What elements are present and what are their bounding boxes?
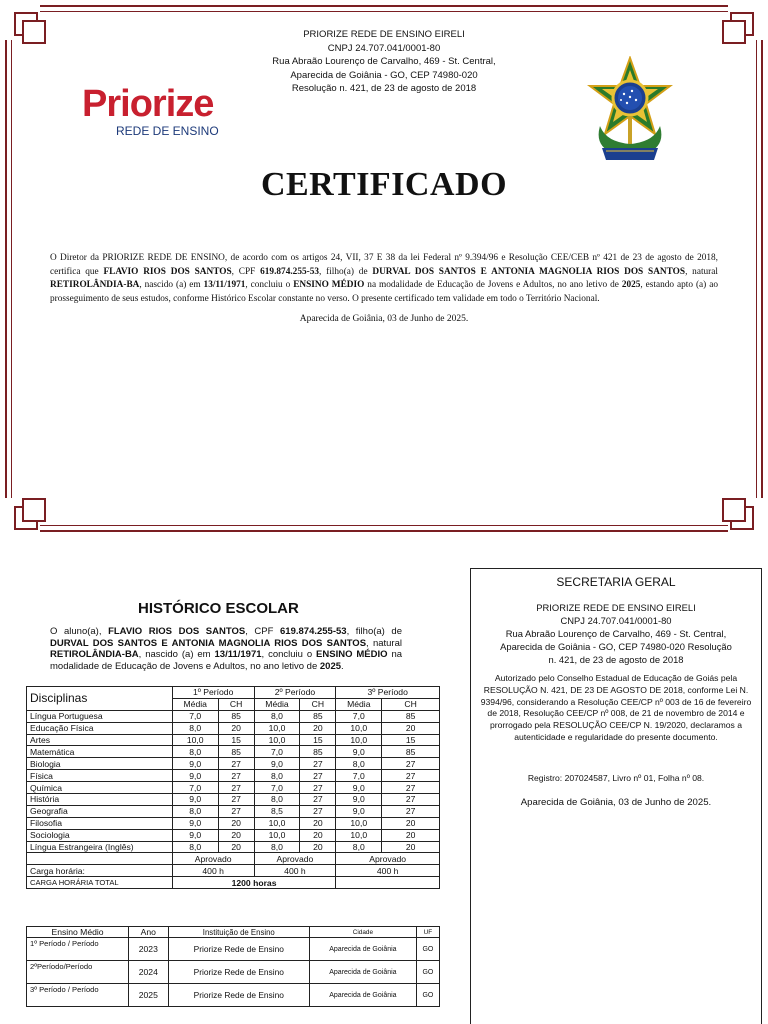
period-row (27, 961, 440, 984)
grade-period-3: 10,0 (336, 817, 382, 829)
grade-period-3: 9,0 (336, 805, 382, 817)
period-state: GO (416, 961, 439, 984)
grade-period-2: 10,0 (254, 734, 300, 746)
header-line: Resolução n. 421, de 23 de agosto de 2018 (291, 83, 477, 94)
grade-period-2: 10,0 (254, 829, 300, 841)
empty-cell (336, 877, 440, 889)
period-row (27, 938, 440, 961)
hours-period-1: 85 (218, 746, 254, 758)
hours-period-3: 20 (382, 829, 440, 841)
hours-period-1: 27 (218, 782, 254, 794)
subject-name: Língua Portuguesa (27, 710, 173, 722)
subject-name: Educação Física (27, 722, 173, 734)
subject-row (27, 758, 440, 770)
periods-body (27, 938, 440, 1007)
workload-label: Carga horária: (27, 865, 173, 877)
intro-text: na modalidade de Educação de Jovens e Adultos, no ano letivo de (50, 649, 403, 672)
subject-name: Filosofia (27, 817, 173, 829)
grade-period-3: 10,0 (336, 734, 382, 746)
body-text: , estando apto (a) ao prosseguimento de seus estudos, conforme Histórico Escolar constante no verso. O presente certificado tem validade em todo o Território Nacional. (50, 280, 719, 304)
intro-text: O aluno(a), (50, 626, 109, 637)
subject-row (27, 794, 440, 806)
subject-name: Língua Estrangeira (Inglês) (27, 841, 173, 853)
body-text: , concluiu o (245, 280, 294, 290)
header-line: Rua Abraão Lourenço de Carvalho, 469 - St. Central, (272, 56, 496, 67)
period-institution: Priorize Rede de Ensino (168, 961, 310, 984)
body-text: , nascido (a) em (139, 280, 204, 290)
grade-period-1: 9,0 (172, 829, 218, 841)
col-header-ch: CH (218, 698, 254, 710)
col-header-ch: CH (300, 698, 336, 710)
subject-name: Sociologia (27, 829, 173, 841)
secretaria-date: Aparecida de Goiânia, 03 de Junho de 2025. (520, 797, 712, 808)
subject-name: Biologia (27, 758, 173, 770)
grade-period-1: 8,0 (172, 746, 218, 758)
col-header-period-1: 1º Período (172, 687, 254, 699)
hours-period-3: 85 (382, 746, 440, 758)
student-cpf: 619.874.255-53 (260, 266, 320, 277)
hours-period-2: 85 (300, 746, 336, 758)
subject-name: Artes (27, 734, 173, 746)
grade-period-1: 9,0 (172, 817, 218, 829)
priorize-logo (82, 84, 242, 154)
student-parents: DURVAL DOS SANTOS E ANTONIA MAGNOLIA RIOS DOS SANTOS (50, 637, 367, 649)
header-line: CNPJ 24.707.041/0001-80 (327, 42, 441, 54)
workload-period-2: 400 h (254, 865, 336, 877)
total-workload-label: CARGA HORÁRIA TOTAL (27, 877, 173, 889)
hours-period-2: 15 (300, 734, 336, 746)
secretaria-box (470, 568, 762, 1024)
status-period-2: Aprovado (254, 853, 336, 865)
intro-text: , nascido (a) em (138, 649, 215, 660)
grade-period-2: 10,0 (254, 817, 300, 829)
subject-row (27, 710, 440, 722)
grade-period-3: 10,0 (336, 829, 382, 841)
subject-row (27, 829, 440, 841)
period-label: 1º Período / Período (27, 938, 129, 961)
period-year: 2024 (129, 961, 168, 984)
hours-period-2: 20 (300, 722, 336, 734)
education-level: ENSINO MÉDIO (316, 649, 388, 660)
subject-row (27, 734, 440, 746)
hours-period-3: 27 (382, 770, 440, 782)
intro-text: , natural (366, 637, 402, 649)
certificate-date: Aparecida de Goiânia, 03 de Junho de 2025. (299, 314, 469, 324)
status-label (27, 853, 173, 865)
subject-row (27, 770, 440, 782)
period-label: 3º Período / Período (27, 984, 129, 1007)
hours-period-2: 85 (300, 710, 336, 722)
hours-period-1: 85 (218, 710, 254, 722)
student-birthplace: RETIROLÂNDIA-BA (50, 649, 139, 660)
hours-period-3: 20 (382, 722, 440, 734)
hours-period-3: 27 (382, 805, 440, 817)
grade-period-2: 8,5 (254, 805, 300, 817)
logo-word: Priorize (82, 83, 214, 125)
hours-period-1: 20 (218, 722, 254, 734)
body-text: , natural (685, 266, 718, 277)
period-state: GO (416, 938, 439, 961)
period-state: GO (416, 984, 439, 1007)
col-header-media: Média (336, 698, 382, 710)
workload-period-3: 400 h (336, 865, 440, 877)
col-header-uf: UF (416, 927, 439, 938)
grade-period-1: 7,0 (172, 782, 218, 794)
col-header-ensino-medio: Ensino Médio (27, 927, 129, 938)
hours-period-1: 27 (218, 758, 254, 770)
hours-period-2: 27 (300, 794, 336, 806)
hours-period-1: 20 (218, 817, 254, 829)
subject-name: Química (27, 782, 173, 794)
grade-period-1: 10,0 (172, 734, 218, 746)
subject-row (27, 722, 440, 734)
hours-period-3: 27 (382, 794, 440, 806)
hours-period-3: 20 (382, 841, 440, 853)
hours-period-3: 20 (382, 817, 440, 829)
corner-ornament-bottom-left (14, 494, 50, 530)
subject-row (27, 817, 440, 829)
col-header-ano: Ano (129, 927, 168, 938)
hours-period-3: 15 (382, 734, 440, 746)
col-header-cidade: Cidade (310, 927, 417, 938)
period-institution: Priorize Rede de Ensino (168, 984, 310, 1007)
authorization-text: Autorizado pelo Conselho Estadual de Educação de Goiás pela RESOLUÇÃO N. 421, DE 23 DE AGOSTO DE 2018, conforme Lei N. 9394/96, considerando a Resolução CEE/CP nº 003 de 16 de fevereiro de 2018, Resolução CEE/CP nº 008, de 21 de novembro de 2014 e prorrogado pela RESOLUÇÃO CEE/CP N. 19/2020, declaramos a autenticidade e regularidade do presente documento. (480, 673, 752, 742)
grades-body (27, 710, 440, 853)
hours-period-2: 27 (300, 758, 336, 770)
grade-period-2: 10,0 (254, 722, 300, 734)
header-line: n. 421, de 23 de agosto de 2018 (548, 654, 684, 665)
hours-period-2: 20 (300, 841, 336, 853)
grade-period-1: 8,0 (172, 722, 218, 734)
grade-period-3: 10,0 (336, 722, 382, 734)
school-year: 2025 (319, 660, 342, 672)
grade-period-3: 7,0 (336, 710, 382, 722)
hours-period-1: 27 (218, 794, 254, 806)
hours-period-3: 27 (382, 782, 440, 794)
header-line: Rua Abraão Lourenço de Carvalho, 469 - St. Central, (505, 628, 727, 639)
grade-period-2: 9,0 (254, 758, 300, 770)
status-row (27, 853, 440, 865)
col-header-ch: CH (382, 698, 440, 710)
school-year: 2025 (621, 280, 641, 290)
grade-period-2: 8,0 (254, 794, 300, 806)
hours-period-1: 15 (218, 734, 254, 746)
grade-period-3: 9,0 (336, 782, 382, 794)
hours-period-2: 27 (300, 770, 336, 782)
period-city: Aparecida de Goiânia (310, 938, 417, 961)
grade-period-1: 8,0 (172, 805, 218, 817)
period-year: 2025 (129, 984, 168, 1007)
registration-info: Registro: 207024587, Livro nº 01, Folha nº 08. (527, 773, 705, 783)
historico-title: HISTÓRICO ESCOLAR (138, 600, 299, 617)
period-city: Aparecida de Goiânia (310, 984, 417, 1007)
grades-table (26, 686, 440, 889)
grade-period-3: 7,0 (336, 770, 382, 782)
hours-period-2: 27 (300, 782, 336, 794)
grade-period-3: 8,0 (336, 758, 382, 770)
subject-row (27, 805, 440, 817)
grade-period-1: 8,0 (172, 841, 218, 853)
hours-period-2: 20 (300, 829, 336, 841)
period-row (27, 984, 440, 1007)
header-line: Aparecida de Goiânia - GO, CEP 74980-020 (290, 69, 478, 81)
secretaria-title: SECRETARIA GERAL (556, 575, 676, 589)
brazil-coat-of-arms-icon (584, 56, 676, 168)
col-header-instituicao: Instituição de Ensino (168, 927, 310, 938)
student-parents: DURVAL DOS SANTOS E ANTONIA MAGNOLIA RIOS DOS SANTOS (372, 266, 686, 277)
student-name: FLAVIO RIOS DOS SANTOS (103, 266, 232, 277)
grade-period-3: 9,0 (336, 746, 382, 758)
student-cpf: 619.874.255-53 (280, 626, 347, 637)
grade-period-2: 7,0 (254, 746, 300, 758)
subject-name: Matemática (27, 746, 173, 758)
hours-period-2: 20 (300, 817, 336, 829)
student-name: FLAVIO RIOS DOS SANTOS (108, 626, 246, 637)
col-header-media: Média (172, 698, 218, 710)
col-header-period-3: 3º Período (336, 687, 440, 699)
subject-row (27, 746, 440, 758)
grade-period-3: 8,0 (336, 841, 382, 853)
period-city: Aparecida de Goiânia (310, 961, 417, 984)
grade-period-2: 7,0 (254, 782, 300, 794)
student-birthdate: 13/11/1971 (214, 649, 262, 660)
period-year: 2023 (129, 938, 168, 961)
header-line: PRIORIZE REDE DE ENSINO EIRELI (303, 29, 465, 40)
hours-period-1: 27 (218, 805, 254, 817)
intro-text: , filho(a) de (346, 626, 402, 637)
certificate-body (50, 252, 718, 306)
grade-period-1: 9,0 (172, 758, 218, 770)
header-line: CNPJ 24.707.041/0001-80 (560, 615, 672, 626)
col-header-disciplinas: Disciplinas (27, 687, 173, 711)
header-line: PRIORIZE REDE DE ENSINO EIRELI (536, 602, 696, 613)
periods-table (26, 926, 440, 1007)
education-level: ENSINO MÉDIO (293, 280, 365, 290)
col-header-period-2: 2º Período (254, 687, 336, 699)
subject-name: Física (27, 770, 173, 782)
status-period-3: Aprovado (336, 853, 440, 865)
subject-name: Geografia (27, 805, 173, 817)
intro-text: , concluiu o (261, 649, 317, 660)
subject-row (27, 782, 440, 794)
body-text: na modalidade de Educação de Jovens e Adultos, no ano letivo de (364, 280, 622, 290)
intro-text: , CPF (245, 626, 281, 637)
subject-name: História (27, 794, 173, 806)
body-text: , CPF (231, 266, 261, 277)
grade-period-2: 8,0 (254, 770, 300, 782)
student-birthdate: 13/11/1971 (203, 280, 246, 290)
grade-period-2: 8,0 (254, 710, 300, 722)
corner-ornament-bottom-right (718, 494, 754, 530)
hours-period-1: 20 (218, 841, 254, 853)
grade-period-2: 8,0 (254, 841, 300, 853)
student-birthplace: RETIROLÂNDIA-BA (50, 280, 140, 290)
hours-period-1: 20 (218, 829, 254, 841)
body-text: , filho(a) de (319, 266, 373, 277)
subject-row (27, 841, 440, 853)
status-period-1: Aprovado (172, 853, 254, 865)
grade-period-1: 7,0 (172, 710, 218, 722)
workload-period-1: 400 h (172, 865, 254, 877)
total-workload-row (27, 877, 440, 889)
logo-subtitle: REDE DE ENSINO (116, 124, 219, 138)
period-institution: Priorize Rede de Ensino (168, 938, 310, 961)
grade-period-1: 9,0 (172, 770, 218, 782)
intro-text: . (341, 660, 344, 672)
grade-period-3: 9,0 (336, 794, 382, 806)
period-label: 2ºPeríodo/Período (27, 961, 129, 984)
hours-period-3: 27 (382, 758, 440, 770)
workload-row (27, 865, 440, 877)
hours-period-1: 27 (218, 770, 254, 782)
body-text: O Diretor da PRIORIZE REDE DE ENSINO, de acordo com os artigos 24, VII, 37 E 38 da lei Federal nº 9.394/96 e Resolução CEE/CEB nº 421 de 23 de agosto de 2018, certifica que (50, 253, 718, 277)
certificate-title: CERTIFICADO (260, 166, 508, 203)
grade-period-1: 9,0 (172, 794, 218, 806)
hours-period-2: 27 (300, 805, 336, 817)
historico-intro (50, 626, 402, 672)
col-header-media: Média (254, 698, 300, 710)
total-workload-value: 1200 horas (172, 877, 336, 889)
secretaria-header (481, 601, 751, 666)
header-line: Aparecida de Goiânia - GO, CEP 74980-020 Resolução (500, 641, 732, 652)
hours-period-3: 85 (382, 710, 440, 722)
